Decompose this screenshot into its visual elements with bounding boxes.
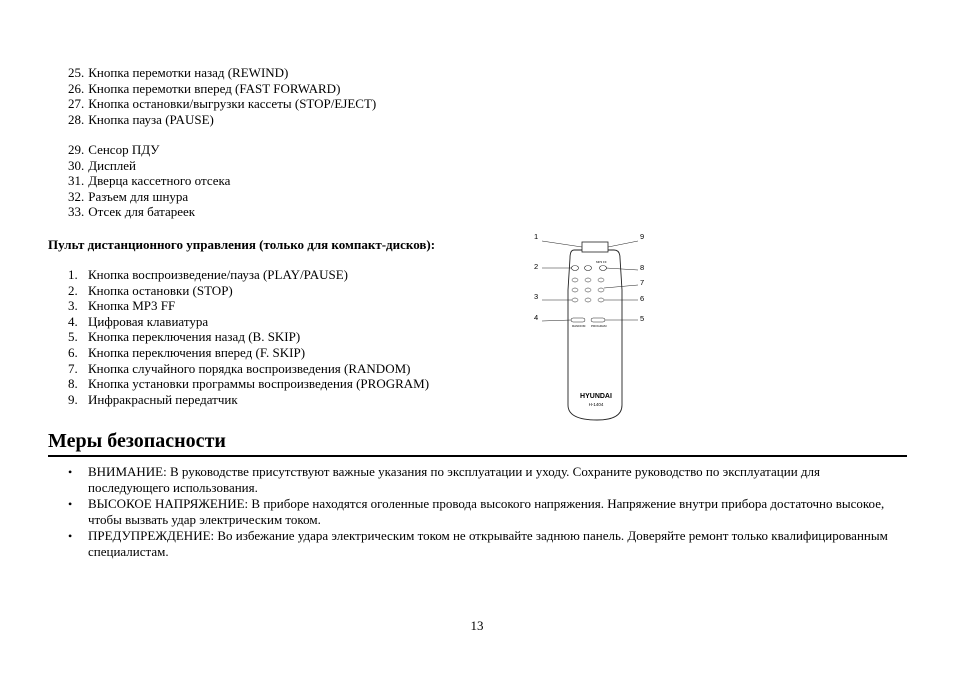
mp3-label: MP3 FF bbox=[596, 260, 607, 264]
program-label: PROGRAM bbox=[591, 324, 607, 328]
bullet-icon: • bbox=[68, 529, 73, 543]
list-item: 7. Кнопка случайного порядка воспроизведения (RANDOM) bbox=[68, 360, 411, 376]
callout-number: 9 bbox=[640, 232, 645, 241]
list-item: 25. Кнопка перемотки назад (REWIND) bbox=[68, 65, 289, 80]
callout-number: 4 bbox=[534, 313, 539, 322]
list-item: • ВЫСОКОЕ НАПРЯЖЕНИЕ: В приборе находятся оголенные провода высокого напряжения. Напряжение внутри прибора достаточно высокое, чтобы вызвать удар электрическим током. bbox=[68, 496, 885, 527]
list-item: 32. Разъем для шнура bbox=[68, 188, 189, 204]
safety-section-title: Меры безопасности bbox=[48, 430, 226, 452]
list-item: 8. Кнопка установки программы воспроизведения (PROGRAM) bbox=[68, 376, 430, 392]
callout-number: 7 bbox=[640, 278, 645, 287]
random-label: RANDOM bbox=[572, 324, 586, 328]
list-item: 30. Дисплей bbox=[68, 157, 137, 173]
random-button-icon bbox=[571, 318, 585, 322]
model-label: H-1404 bbox=[588, 402, 604, 407]
callout-number: 1 bbox=[534, 232, 539, 241]
list-item: 1. Кнопка воспроизведение/пауза (PLAY/PAUSE) bbox=[68, 267, 348, 282]
list-item: 28. Кнопка пауза (PAUSE) bbox=[68, 111, 214, 127]
controls-list-second-group bbox=[68, 142, 230, 220]
callout-number: 6 bbox=[640, 294, 645, 303]
list-item: 4. Цифровая клавиатура bbox=[68, 313, 209, 329]
safety-bullet-list bbox=[68, 464, 888, 560]
remote-controls-list bbox=[68, 267, 429, 407]
list-item: 29. Сенсор ПДУ bbox=[68, 142, 160, 157]
top-buttons bbox=[572, 266, 607, 271]
list-item: 9. Инфракрасный передатчик bbox=[68, 391, 238, 407]
list-item: 2. Кнопка остановки (STOP) bbox=[68, 282, 233, 298]
bullet-icon: • bbox=[68, 497, 73, 511]
list-item: 26. Кнопка перемотки вперед (FAST FORWARD) bbox=[68, 80, 341, 96]
callout-number: 8 bbox=[640, 263, 645, 272]
remote-control-diagram bbox=[530, 230, 650, 425]
list-item: • ВНИМАНИЕ: В руководстве присутствуют важные указания по эксплуатации и уходу. Сохраните руководство по эксплуатации для последующего использования. bbox=[68, 464, 820, 495]
callout-number: 5 bbox=[640, 314, 645, 323]
remote-section-heading: Пульт дистанционного управления (только для компакт-дисков): bbox=[48, 237, 436, 252]
callout-number: 2 bbox=[534, 262, 539, 271]
list-item: 5. Кнопка переключения назад (B. SKIP) bbox=[68, 329, 301, 345]
list-item: 3. Кнопка MP3 FF bbox=[68, 298, 176, 314]
list-item: 31. Дверца кассетного отсека bbox=[68, 173, 231, 189]
list-item: 27. Кнопка остановки/выгрузки кассеты (STOP/EJECT) bbox=[68, 96, 377, 112]
section-divider bbox=[48, 455, 907, 457]
list-item: • ПРЕДУПРЕЖДЕНИЕ: Во избежание удара электрическим током не открывайте заднюю панель. Доверяйте ремонт только квалифицированным специалистам. bbox=[68, 528, 888, 559]
page-number: 13 bbox=[470, 618, 484, 633]
callout-number: 3 bbox=[534, 292, 539, 301]
ir-transmitter-icon bbox=[582, 242, 608, 252]
controls-list-continued bbox=[68, 65, 376, 127]
list-item: 6. Кнопка переключения вперед (F. SKIP) bbox=[68, 344, 306, 360]
program-button-icon bbox=[591, 318, 605, 322]
brand-logo: HYUNDAI bbox=[580, 393, 612, 400]
bullet-icon: • bbox=[68, 465, 73, 479]
numeric-keypad bbox=[572, 278, 604, 302]
list-item: 33. Отсек для батареек bbox=[68, 204, 196, 220]
